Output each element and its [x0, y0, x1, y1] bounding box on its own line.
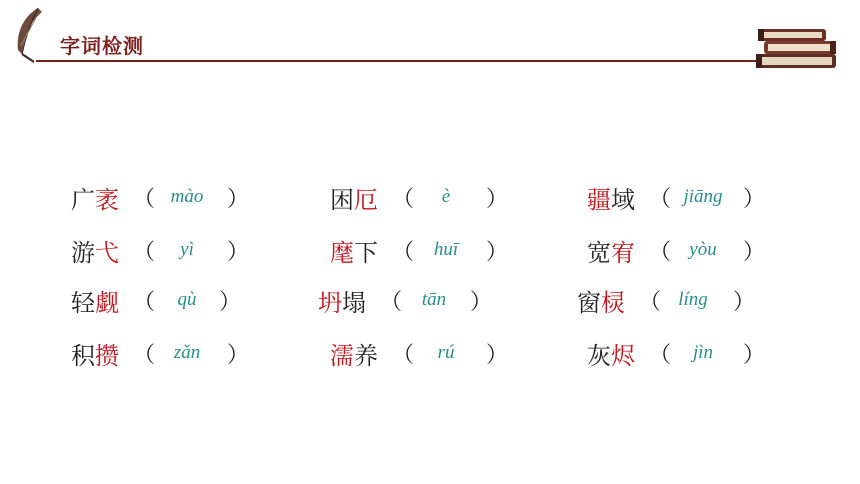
- word: [71, 283, 119, 318]
- highlighted-char: 棂: [601, 288, 625, 317]
- highlighted-char: 宥: [611, 238, 635, 267]
- highlighted-char: 濡: [330, 341, 354, 370]
- open-paren: （: [133, 342, 156, 368]
- close-paren: ）: [227, 342, 250, 368]
- word-part: 窗: [577, 288, 601, 317]
- vocab-entry: [577, 280, 755, 320]
- open-paren: （: [392, 342, 415, 368]
- close-paren: ）: [743, 342, 766, 368]
- pinyin-answer: mào: [170, 186, 204, 207]
- word-part: 域: [611, 185, 635, 214]
- word-part: 轻: [71, 288, 95, 317]
- vocab-row: [0, 280, 860, 320]
- word: [71, 180, 119, 215]
- vocab-row: [0, 177, 860, 217]
- open-paren: （: [392, 239, 415, 265]
- highlighted-char: 麾: [330, 238, 354, 267]
- open-paren: （: [392, 186, 415, 212]
- close-paren: ）: [486, 342, 509, 368]
- highlighted-char: 袤: [95, 185, 119, 214]
- vocab-entry: [318, 280, 492, 320]
- page-title: 字词检测: [60, 34, 144, 58]
- vocab-entry: [330, 177, 508, 217]
- vocab-entry: [71, 230, 249, 270]
- close-paren: ）: [486, 186, 509, 212]
- word: [71, 336, 119, 371]
- highlighted-char: 攒: [95, 341, 119, 370]
- pinyin-answer: huī: [433, 239, 459, 260]
- pinyin-answer: è: [441, 186, 451, 207]
- close-paren: ）: [743, 239, 766, 265]
- highlighted-char: 烬: [611, 341, 635, 370]
- vocab-entry: [587, 333, 765, 373]
- pinyin-answer: jìn: [692, 342, 714, 363]
- close-paren: ）: [227, 186, 250, 212]
- word: [330, 336, 378, 371]
- header: [0, 0, 860, 80]
- word-part: 游: [71, 238, 95, 267]
- word-part: 塌: [342, 288, 366, 317]
- highlighted-char: 觑: [95, 288, 119, 317]
- close-paren: ）: [470, 289, 493, 315]
- vocab-entry: [71, 177, 249, 217]
- word: [577, 283, 625, 318]
- word-part: 积: [71, 341, 95, 370]
- quill-icon: [8, 6, 50, 64]
- open-paren: （: [133, 186, 156, 212]
- word: [587, 180, 635, 215]
- open-paren: （: [649, 186, 672, 212]
- word: [330, 233, 378, 268]
- pinyin-answer: tān: [421, 289, 447, 310]
- vocab-entry: [330, 333, 508, 373]
- open-paren: （: [133, 289, 156, 315]
- vocab-entry: [330, 230, 508, 270]
- word: [330, 180, 378, 215]
- open-paren: （: [649, 342, 672, 368]
- vocab-row: [0, 230, 860, 270]
- pinyin-answer: yòu: [689, 239, 717, 260]
- word: [318, 283, 366, 318]
- word-part: 困: [330, 185, 354, 214]
- vocab-row: [0, 333, 860, 373]
- close-paren: ）: [219, 289, 242, 315]
- pinyin-answer: yì: [180, 239, 194, 260]
- highlighted-char: 疆: [587, 185, 611, 214]
- books-icon: [752, 24, 842, 72]
- pinyin-answer: zǎn: [173, 342, 201, 363]
- word-part: 广: [71, 185, 95, 214]
- vocab-entry: [71, 333, 249, 373]
- word: [587, 336, 635, 371]
- open-paren: （: [649, 239, 672, 265]
- word-part: 下: [354, 238, 378, 267]
- highlighted-char: 弋: [95, 238, 119, 267]
- open-paren: （: [639, 289, 662, 315]
- header-divider: [36, 60, 774, 62]
- word-part: 宽: [587, 238, 611, 267]
- word-part: 灰: [587, 341, 611, 370]
- highlighted-char: 坍: [318, 288, 342, 317]
- close-paren: ）: [227, 239, 250, 265]
- pinyin-answer: líng: [678, 289, 708, 310]
- vocab-entry: [71, 280, 241, 320]
- word: [71, 233, 119, 268]
- highlighted-char: 厄: [354, 185, 378, 214]
- close-paren: ）: [486, 239, 509, 265]
- word: [587, 233, 635, 268]
- close-paren: ）: [733, 289, 756, 315]
- open-paren: （: [380, 289, 403, 315]
- vocab-entry: [587, 230, 765, 270]
- open-paren: （: [133, 239, 156, 265]
- vocab-entry: [587, 177, 765, 217]
- close-paren: ）: [743, 186, 766, 212]
- pinyin-answer: rú: [437, 342, 455, 363]
- pinyin-answer: jiāng: [683, 186, 723, 207]
- pinyin-answer: qù: [177, 289, 197, 310]
- word-part: 养: [354, 341, 378, 370]
